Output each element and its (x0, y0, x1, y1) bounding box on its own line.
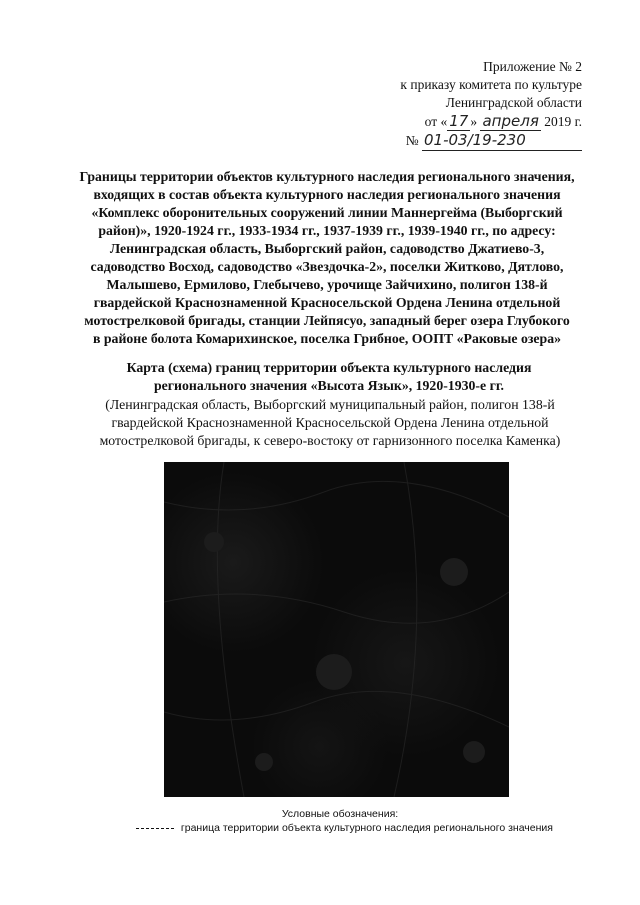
legend-row (136, 822, 556, 835)
map-subtitle (75, 396, 585, 450)
map-texture (164, 462, 509, 797)
map-image (164, 462, 509, 797)
date-day: 17 (449, 112, 469, 130)
map-title (90, 359, 568, 395)
map-subtitle-line: гвардейской Краснознаменной Красносельской Ордена Ленина отдельной (111, 415, 549, 430)
map-subtitle-line: (Ленинградская область, Выборгский муниципальный район, полигон 138-й (105, 397, 555, 412)
appendix-title: Приложение № 2 (483, 59, 582, 74)
title-line: «Комплекс оборонительных сооружений линии Маннергейма (Выборгский (91, 205, 563, 220)
title-line: мотострелковой бригады, станции Лейпясуо, западный берег озера Глубокого (84, 313, 570, 328)
dashed-line-icon (136, 828, 174, 829)
title-line: район)», 1920-1924 гг., 1933-1934 гг., 1937-1939 гг., 1939-1940 гг., по адресу: (98, 223, 556, 238)
title-line: в районе болота Комарихинское, поселка Грибное, ООПТ «Раковые озера» (92, 331, 562, 346)
date-year: 2019 г. (544, 114, 582, 129)
appendix-region: Ленинградской области (445, 95, 582, 110)
title-line: садоводство Восход, садоводство «Звездочка-2», поселки Житково, Дятлово, (90, 259, 564, 274)
legend-label: граница территории объекта культурного наследия регионального значения (180, 822, 553, 834)
date-prefix: от « (424, 114, 448, 129)
date-month: апреля (482, 112, 539, 130)
title-line: входящих в состав объекта культурного наследия регионального значения (93, 187, 561, 202)
title-line: Ленинградская область, Выборгский район, садоводство Джатиево-3, (109, 241, 545, 256)
map-title-line: Карта (схема) границ территории объекта культурного наследия (126, 360, 532, 375)
appendix-number (332, 131, 582, 151)
appendix-order-ref: к приказу комитета по культуре (400, 77, 582, 92)
map-title-line: регионального значения «Высота Язык», 1920-1930-е гг. (154, 378, 504, 393)
map-subtitle-line: мотострелковой бригады, к северо-востоку от гарнизонного поселка Каменка) (99, 433, 561, 448)
number-value: 01-03/19-230 (424, 131, 526, 149)
number-prefix: № (405, 133, 419, 148)
appendix-header (332, 58, 582, 151)
appendix-date (332, 112, 582, 131)
legend-heading: Условные обозначения: (281, 808, 399, 820)
date-mid: » (470, 114, 478, 129)
title-line: Малышево, Ермилово, Глебычево, урочище Зайчихино, полигон 138-й (106, 277, 548, 292)
document-title (72, 168, 582, 348)
title-line: гвардейской Краснознаменной Красносельской Ордена Ленина отдельной (93, 295, 561, 310)
title-line: Границы территории объектов культурного наследия регионального значения, (79, 169, 575, 184)
